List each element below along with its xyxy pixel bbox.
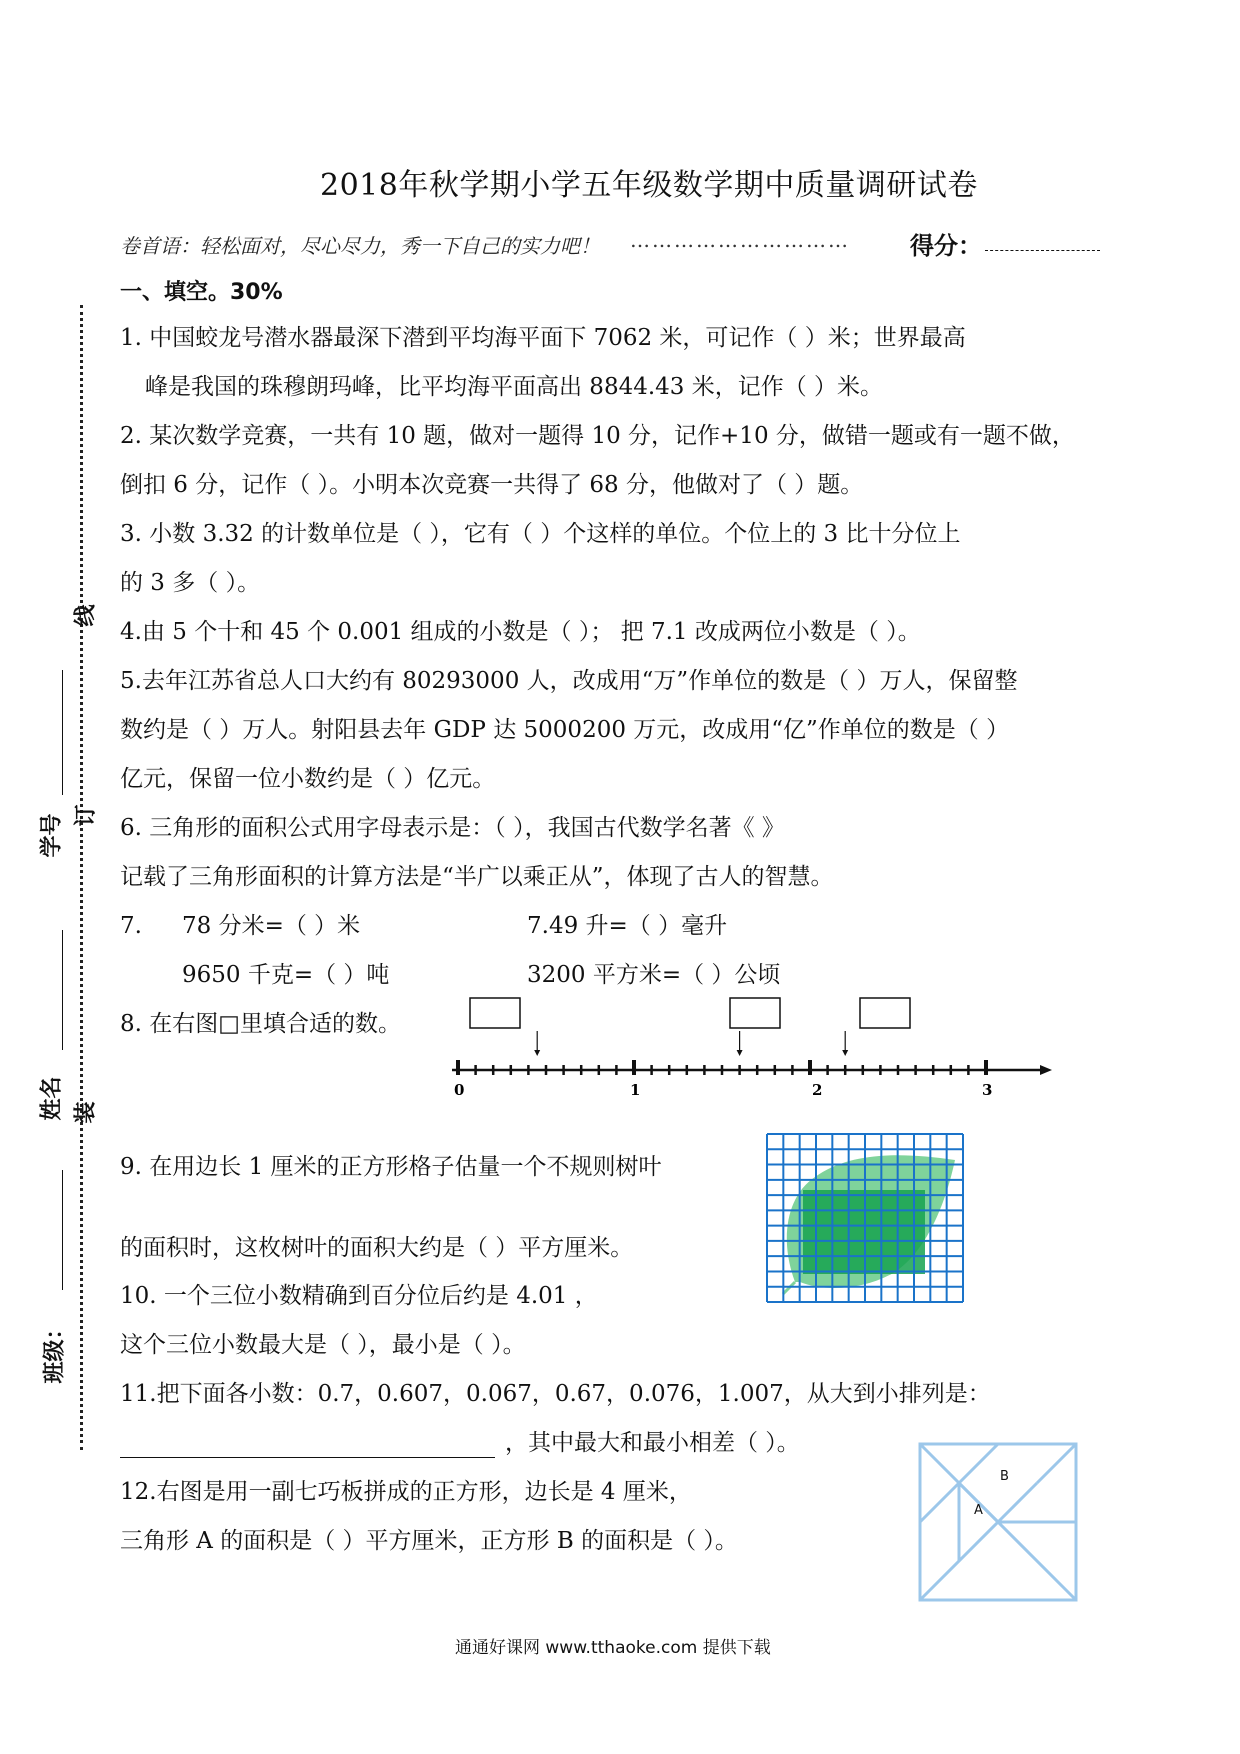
question-9-line-1: 9. 在用边长 1 厘米的正方形格子估量一个不规则树叶: [120, 1154, 662, 1180]
score-field[interactable]: [985, 250, 1100, 251]
question-11-answer-line[interactable]: [120, 1457, 495, 1458]
dotted-leader: …………………………: [630, 228, 850, 252]
number-line-figure: [440, 995, 1060, 1105]
question-6-line-1: 6. 三角形的面积公式用字母表示是：（ ），我国古代数学名著《 》: [120, 815, 785, 841]
student-id-label: 学号: [39, 813, 65, 858]
name-line-lower[interactable]: [62, 1170, 63, 1290]
question-12-line-1: 12.右图是用一副七巧板拼成的正方形，边长是 4 厘米，: [120, 1479, 692, 1505]
question-3-line-2: 的 3 多（ ）。: [120, 570, 261, 596]
question-7-item-2: 7.49 升=（ ）毫升: [527, 913, 728, 939]
student-id-line[interactable]: [62, 670, 63, 795]
question-10-line-1: 10. 一个三位小数精确到百分位后约是 4.01 ，: [120, 1283, 598, 1309]
page-title: 2018年秋学期小学五年级数学期中质量调研试卷: [320, 168, 978, 203]
question-7-item-4: 3200 平方米=（ ）公顷: [527, 962, 781, 988]
question-1-line-1: 1. 中国蛟龙号潜水器最深下潜到平均海平面下 7062 米，可记作（ ）米；世界最高: [120, 325, 966, 351]
number-line-answer-box: [860, 998, 910, 1028]
question-7-item-1: 78 分米=（ ）米: [182, 913, 361, 939]
binding-char-ding: 订: [73, 804, 99, 827]
class-label: 班级：: [42, 1317, 68, 1384]
name-label: 姓名: [39, 1076, 65, 1121]
leaf-grid-figure: [765, 1132, 965, 1304]
question-7-number: 7.: [120, 913, 142, 939]
number-line-answer-box: [730, 998, 780, 1028]
question-8: 8. 在右图□里填合适的数。: [120, 1011, 401, 1037]
question-11-line-2: ，其中最大和最小相差（ ）。: [505, 1430, 800, 1456]
number-line-tick-label: 1: [630, 1081, 641, 1099]
number-line-tick-label: 3: [982, 1081, 993, 1099]
score-label: 得分：: [910, 231, 982, 260]
question-5-line-1: 5.去年江苏省总人口大约有 80293000 人，改成用“万”作单位的数是（ ）万人，保留整: [120, 668, 1018, 694]
tangram-label-b: B: [1000, 1469, 1009, 1484]
name-line[interactable]: [62, 930, 63, 1050]
tangram-label-a: A: [974, 1503, 983, 1518]
binding-char-zhuang: 装: [73, 1101, 99, 1124]
binding-char-line: 线: [73, 604, 99, 627]
question-10-line-2: 这个三位小数最大是（ ），最小是（ ）。: [120, 1332, 526, 1358]
question-12-line-2: 三角形 A 的面积是（ ）平方厘米，正方形 B 的面积是（ ）。: [120, 1528, 738, 1554]
binding-dotted-line: [80, 305, 83, 1450]
question-6-line-2: 记载了三角形面积的计算方法是“半广以乘正从”，体现了古人的智慧。: [120, 864, 834, 890]
number-line-tick-label: 2: [812, 1081, 823, 1099]
question-2-line-2: 倒扣 6 分，记作（ ）。小明本次竞赛一共得了 68 分，他做对了（ ）题。: [120, 472, 864, 498]
question-5-line-3: 亿元，保留一位小数约是（ ）亿元。: [120, 766, 496, 792]
question-2-line-1: 2. 某次数学竞赛，一共有 10 题，做对一题得 10 分，记作+10 分，做错一题或有一题不做，: [120, 423, 1075, 449]
question-3-line-1: 3. 小数 3.32 的计数单位是（ ），它有（ ）个这样的单位。个位上的 3 比十分位上: [120, 521, 961, 547]
question-9-line-2: 的面积时，这枚树叶的面积大约是（ ）平方厘米。: [120, 1235, 634, 1261]
question-1-line-2: 峰是我国的珠穆朗玛峰，比平均海平面高出 8844.43 米，记作（ ）米。: [145, 374, 884, 400]
motto-text: 卷首语：轻松面对，尽心尽力，秀一下自己的实力吧！: [120, 234, 600, 258]
section-heading: 一、填空。30%: [120, 280, 283, 305]
footer-text: 通通好课网 www.tthaoke.com 提供下载: [455, 1638, 771, 1658]
number-line-tick-label: 0: [454, 1081, 465, 1099]
number-line-arrowhead: [842, 1050, 848, 1056]
question-7-item-3: 9650 千克=（ ）吨: [182, 962, 390, 988]
tangram-figure: [918, 1442, 1078, 1602]
question-5-line-2: 数约是（ ）万人。射阳县去年 GDP 达 5000200 万元，改成用“亿”作单位的数是（ ）: [120, 717, 1010, 743]
number-line-arrowhead: [534, 1050, 540, 1056]
question-4: 4.由 5 个十和 45 个 0.001 组成的小数是（ ）； 把 7.1 改成两位小数是（ ）。: [120, 619, 921, 645]
leaf-stem: [783, 1282, 795, 1294]
question-11-line-1: 11.把下面各小数：0.7，0.607，0.067，0.67，0.076，1.007，从大到小排列是：: [120, 1381, 991, 1407]
number-line-arrowhead: [737, 1050, 743, 1056]
number-line-answer-box: [470, 998, 520, 1028]
